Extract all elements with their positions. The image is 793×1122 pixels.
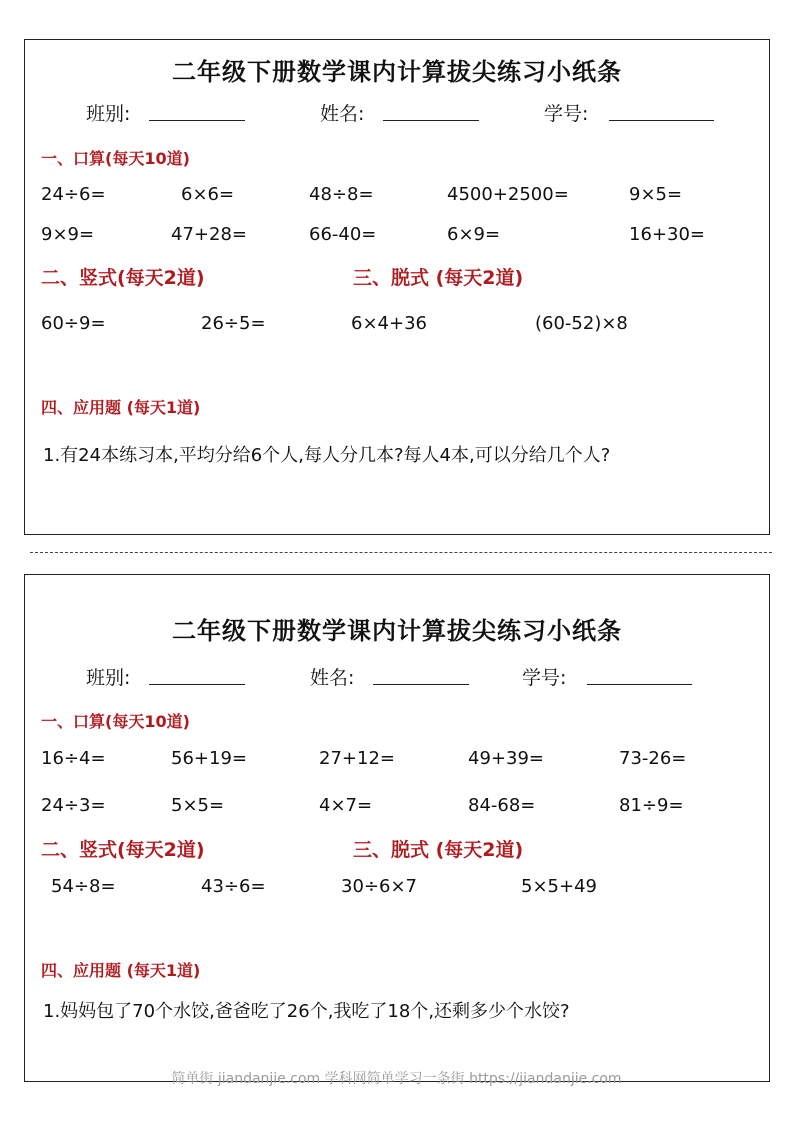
student-number-blank[interactable] <box>587 684 692 685</box>
name-label: 姓名: <box>310 667 355 689</box>
student-number-label: 学号: <box>544 103 589 125</box>
stepwise-question: 6×4+36 <box>351 313 427 334</box>
oral-question: 47+28= <box>171 224 247 245</box>
student-number-blank[interactable] <box>609 120 714 121</box>
section-stepwise-heading: 三、脱式 (每天2道) <box>353 839 524 861</box>
oral-question: 16÷4= <box>41 748 106 769</box>
oral-question: 24÷3= <box>41 795 106 816</box>
slip-title: 二年级下册数学课内计算拔尖练习小纸条 <box>172 617 622 645</box>
stepwise-question: 30÷6×7 <box>341 876 417 897</box>
vertical-question: 43÷6= <box>201 876 266 897</box>
vertical-question: 54÷8= <box>51 876 116 897</box>
oral-question: 84-68= <box>468 795 536 816</box>
class-blank[interactable] <box>149 120 245 121</box>
oral-question: 24÷6= <box>41 184 106 205</box>
stepwise-question: (60-52)×8 <box>535 313 628 334</box>
section-stepwise-heading: 三、脱式 (每天2道) <box>353 267 524 289</box>
word-problem: 1.有24本练习本,平均分给6个人,每人分几本?每人4本,可以分给几个人? <box>43 445 611 466</box>
section-word-problem-heading: 四、应用题 (每天1道) <box>41 398 201 417</box>
oral-question: 73-26= <box>619 748 687 769</box>
oral-question: 66-40= <box>309 224 377 245</box>
oral-question: 5×5= <box>171 795 225 816</box>
oral-question: 9×9= <box>41 224 95 245</box>
oral-question: 81÷9= <box>619 795 684 816</box>
class-blank[interactable] <box>149 684 245 685</box>
student-number-label: 学号: <box>522 667 567 689</box>
oral-question: 27+12= <box>319 748 395 769</box>
vertical-question: 26÷5= <box>201 313 266 334</box>
practice-slip-1 <box>24 39 770 535</box>
section-oral-heading: 一、口算(每天10道) <box>41 712 190 731</box>
class-label: 班别: <box>86 103 131 125</box>
oral-question: 49+39= <box>468 748 544 769</box>
oral-question: 56+19= <box>171 748 247 769</box>
section-oral-heading: 一、口算(每天10道) <box>41 149 190 168</box>
oral-question: 4×7= <box>319 795 373 816</box>
watermark-footer: 简单街 jiandanjie.com 学科网简单学习一条街 https://jiandanjie.com <box>171 1071 622 1087</box>
practice-slip-2 <box>24 574 770 1082</box>
oral-question: 9×5= <box>629 184 683 205</box>
name-blank[interactable] <box>383 120 479 121</box>
oral-question: 4500+2500= <box>447 184 569 205</box>
class-label: 班别: <box>86 667 131 689</box>
section-vertical-heading: 二、竖式(每天2道) <box>41 839 205 861</box>
section-word-problem-heading: 四、应用题 (每天1道) <box>41 961 201 980</box>
section-vertical-heading: 二、竖式(每天2道) <box>41 267 205 289</box>
word-problem: 1.妈妈包了70个水饺,爸爸吃了26个,我吃了18个,还剩多少个水饺? <box>43 1001 570 1022</box>
oral-question: 6×6= <box>181 184 235 205</box>
name-label: 姓名: <box>320 103 365 125</box>
slip-title: 二年级下册数学课内计算拔尖练习小纸条 <box>172 58 622 86</box>
vertical-question: 60÷9= <box>41 313 106 334</box>
stepwise-question: 5×5+49 <box>521 876 597 897</box>
oral-question: 16+30= <box>629 224 705 245</box>
cut-line <box>30 552 772 553</box>
name-blank[interactable] <box>373 684 469 685</box>
oral-question: 6×9= <box>447 224 501 245</box>
oral-question: 48÷8= <box>309 184 374 205</box>
